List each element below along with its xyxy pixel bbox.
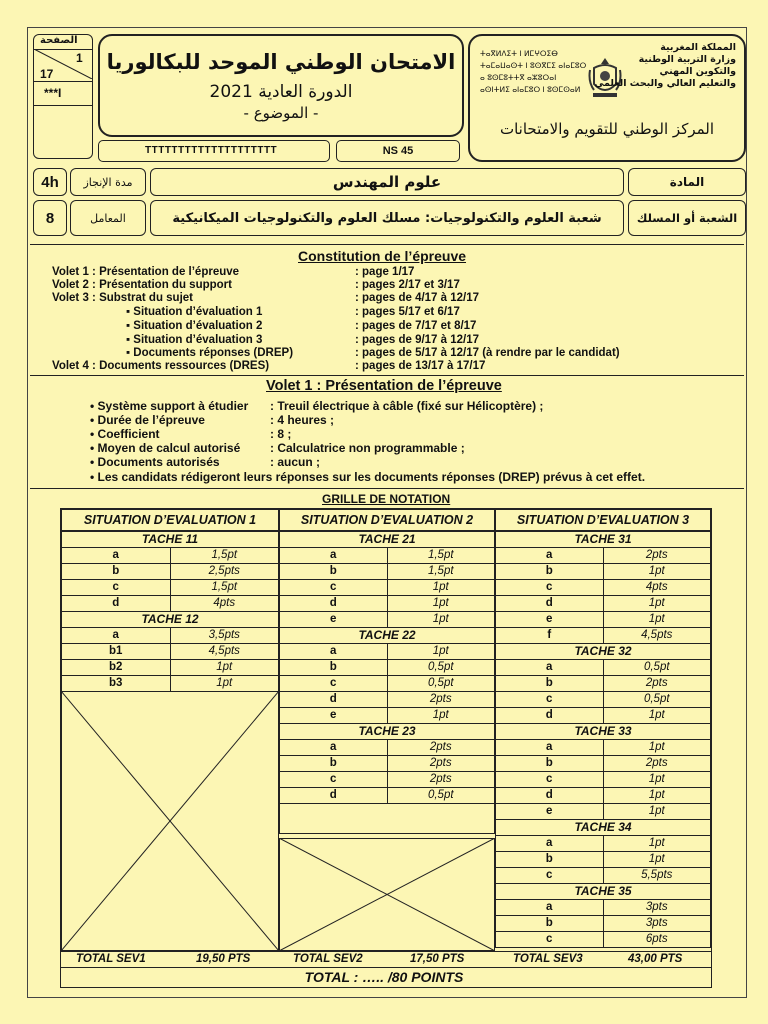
constitution-label: Volet 4 : Documents ressources (DRES)	[52, 360, 270, 372]
page-total-line	[34, 81, 92, 82]
points-value: 3,5pts	[170, 628, 279, 644]
points-value: 2pts	[603, 756, 711, 772]
totals-row-line	[61, 951, 711, 952]
sev1-crossed-area	[61, 691, 279, 951]
constitution-row	[52, 266, 239, 279]
question-label: a	[280, 740, 388, 756]
subject-name: علوم المهندس	[332, 173, 442, 191]
question-label: b	[280, 660, 388, 676]
points-value: 1pt	[170, 660, 279, 676]
question-label: c	[496, 772, 604, 788]
constitution-label: ▪ Situation d’évaluation 1	[126, 306, 263, 318]
table-row	[496, 676, 711, 692]
sev2-header: SITUATION D’EVALUATION 2	[279, 509, 495, 531]
sev1-header: SITUATION D’EVALUATION 1	[61, 509, 279, 531]
points-value: 1pt	[603, 804, 711, 820]
table-row	[496, 852, 711, 868]
table-row	[496, 772, 711, 788]
question-label: b	[496, 756, 604, 772]
question-label: d	[62, 596, 171, 612]
track-box	[150, 200, 624, 236]
question-label: c	[496, 932, 604, 948]
page-total: 17	[40, 67, 54, 81]
constitution-row	[126, 306, 262, 319]
volet1-label: Documents autorisés	[97, 455, 220, 469]
constitution-value: : pages de 9/17 à 12/17	[355, 334, 480, 346]
table-row	[62, 596, 279, 612]
volet1-label: Moyen de calcul autorisé	[97, 441, 241, 455]
constitution-value: : pages de 5/17 à 12/17 (à rendre par le candidat)	[355, 347, 620, 359]
code-bar: TTTTTTTTTTTTTTTTTTTT	[145, 145, 278, 156]
exam-session: الدورة العادية 2021	[209, 82, 353, 102]
page-current: 1	[76, 51, 83, 65]
volet1-item: • Système support à étudier	[90, 399, 249, 413]
question-label: c	[280, 676, 388, 692]
constitution-row	[52, 360, 269, 373]
points-value: 5,5pts	[603, 868, 711, 884]
points-value: 1pt	[387, 708, 495, 724]
question-label: a	[496, 548, 604, 564]
constitution-value: : pages de 7/17 et 8/17	[355, 320, 477, 332]
points-value: 0,5pt	[387, 660, 495, 676]
table-row	[280, 564, 495, 580]
question-label: a	[496, 900, 604, 916]
tache35-header: TACHE 35	[496, 884, 711, 900]
question-label: c	[496, 868, 604, 884]
table-row	[280, 788, 495, 804]
table-row	[496, 916, 711, 932]
question-label: e	[496, 804, 604, 820]
volet1-label: Coefficient	[97, 427, 160, 441]
table-row	[62, 676, 279, 692]
points-value: 2pts	[387, 756, 495, 772]
sev1-total-label: TOTAL SEV1	[76, 953, 146, 965]
question-label: e	[496, 612, 604, 628]
points-value: 1,5pt	[387, 548, 495, 564]
volet1-label: Durée de l’épreuve	[97, 413, 205, 427]
table-row	[280, 804, 495, 834]
sev3-table	[495, 531, 711, 948]
question-label: b1	[62, 644, 171, 660]
points-value: 1pt	[387, 596, 495, 612]
points-value: 6pts	[603, 932, 711, 948]
tifinagh-line: ⵜⴰⴳⵍⴷⵉⵜ ⵏ ⵍⵎⵖⵔⵉⴱ	[480, 49, 558, 58]
points-value: 0,5pt	[603, 692, 711, 708]
subject-label: المادة	[669, 175, 705, 189]
points-value: 2pts	[603, 676, 711, 692]
points-value: 1pt	[603, 596, 711, 612]
constitution-row	[126, 347, 293, 360]
grille-title: GRILLE DE NOTATION	[322, 492, 451, 506]
volet1-label: Système support à étudier	[97, 399, 249, 413]
table-row	[62, 660, 279, 676]
points-value: 2,5pts	[170, 564, 279, 580]
question-label: c	[496, 692, 604, 708]
question-label: b	[62, 564, 171, 580]
table-row	[280, 548, 495, 564]
table-row	[62, 644, 279, 660]
duration-label: مدة الإنجاز	[83, 175, 133, 189]
points-value: 1pt	[603, 852, 711, 868]
institution-box	[468, 34, 746, 162]
constitution-label: Volet 3 : Substrat du sujet	[52, 292, 193, 304]
track-label-box	[628, 200, 746, 236]
coef-label: المعامل	[90, 211, 126, 225]
table-row	[280, 596, 495, 612]
tache33-header: TACHE 33	[496, 724, 711, 740]
exam-code: NS 45	[382, 145, 414, 157]
table-row	[496, 804, 711, 820]
code-bar-box	[98, 140, 330, 162]
table-row	[280, 580, 495, 596]
points-value: 1pt	[603, 772, 711, 788]
tache34-header: TACHE 34	[496, 820, 711, 836]
points-value: 1pt	[603, 740, 711, 756]
constitution-value: : pages 2/17 et 3/17	[355, 279, 460, 291]
constitution-row	[126, 320, 262, 333]
points-value: 3pts	[603, 900, 711, 916]
points-value: 1pt	[170, 676, 279, 692]
volet1-value: : 8 ;	[270, 427, 292, 441]
table-row	[496, 580, 711, 596]
table-row	[496, 564, 711, 580]
table-row	[496, 692, 711, 708]
coef-value: 8	[45, 209, 55, 227]
points-value: 3pts	[603, 916, 711, 932]
grand-total: TOTAL : ….. /80 POINTS	[304, 969, 464, 985]
table-row	[280, 740, 495, 756]
sev2-total-value: 17,50 PTS	[410, 953, 465, 965]
constitution-label: ▪ Documents réponses (DREP)	[126, 347, 294, 359]
table-row	[496, 756, 711, 772]
constitution-value: : pages de 4/17 à 12/17	[355, 292, 480, 304]
points-value: 4,5pts	[603, 628, 711, 644]
points-value: 1pt	[603, 836, 711, 852]
question-label: e	[280, 612, 388, 628]
points-value: 1pt	[387, 644, 495, 660]
volet1-value: : 4 heures ;	[270, 413, 335, 427]
table-row	[496, 836, 711, 852]
question-label: a	[280, 644, 388, 660]
exam-subject-label: - الموضوع -	[243, 104, 319, 122]
points-value: 1,5pt	[170, 548, 279, 564]
sev3-header: SITUATION D’EVALUATION 3	[495, 509, 711, 531]
question-label: b	[496, 852, 604, 868]
constitution-label: ▪ Situation d’évaluation 3	[126, 334, 263, 346]
totals-divider	[61, 967, 711, 968]
points-value: 0,5pt	[387, 788, 495, 804]
sev3-total-label: TOTAL SEV3	[513, 953, 583, 965]
sev2-crossed-area	[279, 838, 495, 951]
points-value: 2pts	[387, 772, 495, 788]
table-row	[496, 708, 711, 724]
volet1-item: • Coefficient	[90, 427, 160, 441]
table-row	[62, 580, 279, 596]
constitution-value: : page 1/17	[355, 266, 415, 278]
question-label: b	[280, 756, 388, 772]
constitution-row	[52, 279, 232, 292]
tache22-header: TACHE 22	[280, 628, 495, 644]
points-value: 1pt	[603, 708, 711, 724]
points-value: 2pts	[387, 740, 495, 756]
sev1-total-value: 19,50 PTS	[196, 953, 251, 965]
tache32-header: TACHE 32	[496, 644, 711, 660]
coef-value-box	[33, 200, 67, 236]
points-value: 1pt	[603, 564, 711, 580]
table-row	[496, 548, 711, 564]
question-label: e	[280, 708, 388, 724]
exam-title-box	[98, 34, 464, 137]
points-value: 1,5pt	[170, 580, 279, 596]
exam-code-box	[336, 140, 460, 162]
question-label: f	[496, 628, 604, 644]
table-row	[280, 692, 495, 708]
table-row	[62, 628, 279, 644]
constitution-row	[52, 292, 193, 305]
table-row	[280, 756, 495, 772]
duration-label-box	[70, 168, 146, 196]
constitution-label: Volet 1 : Présentation de l’épreuve	[52, 266, 240, 278]
stars-line	[34, 105, 92, 106]
tifinagh-block	[480, 48, 586, 96]
question-label: d	[280, 692, 388, 708]
duration-value: 4h	[41, 173, 59, 191]
constitution-row	[126, 334, 262, 347]
question-label: c	[62, 580, 171, 596]
table-row	[496, 740, 711, 756]
table-row	[496, 628, 711, 644]
table-row	[280, 612, 495, 628]
ministry-line: والتكوين المهني	[659, 66, 736, 77]
table-row	[280, 772, 495, 788]
track-label: الشعبة أو المسلك	[636, 211, 738, 225]
constitution-value: : pages de 13/17 à 17/17	[355, 360, 486, 372]
points-value: 4,5pts	[170, 644, 279, 660]
table-row	[280, 676, 495, 692]
question-label: d	[280, 596, 388, 612]
question-label: b3	[62, 676, 171, 692]
tache11-header: TACHE 11	[62, 532, 279, 548]
points-value: 1,5pt	[387, 564, 495, 580]
page-label: الصفحة	[40, 35, 78, 46]
points-value: 1pt	[603, 612, 711, 628]
tache23-header: TACHE 23	[280, 724, 495, 740]
points-value: 2pts	[603, 548, 711, 564]
table-row	[496, 868, 711, 884]
tifinagh-line: ⴰ ⵓⵙⵎⵓⵜⵜⴳ ⴰⵣⵓⵔⴰⵏ	[480, 73, 557, 82]
volet1-item: • Moyen de calcul autorisé	[90, 441, 241, 455]
table-row	[496, 932, 711, 948]
subject-box	[150, 168, 624, 196]
question-label: a	[280, 548, 388, 564]
question-label: d	[280, 788, 388, 804]
volet1-item: • Documents autorisés	[90, 455, 220, 469]
question-label: c	[496, 580, 604, 596]
volet1-title: Volet 1 : Présentation de l’épreuve	[266, 378, 502, 394]
exam-title: الامتحان الوطني الموحد للبكالوريا	[106, 50, 456, 74]
constitution-title: Constitution de l’épreuve	[298, 248, 467, 264]
table-row	[280, 644, 495, 660]
question-label: a	[496, 660, 604, 676]
table-row	[496, 596, 711, 612]
question-label: c	[280, 772, 388, 788]
divider	[30, 488, 744, 489]
question-label: d	[496, 788, 604, 804]
constitution-value: : pages 5/17 et 6/17	[355, 306, 460, 318]
ministry-line: والتعليم العالي والبحث العلمي	[594, 78, 736, 89]
question-label: c	[280, 580, 388, 596]
ministry-block	[594, 42, 736, 90]
constitution-label: Volet 2 : Présentation du support	[52, 279, 232, 291]
tifinagh-line: ⴰⵙⵏⵜⵍⵉ ⴰⵏⴰⵎⵓⵔ ⵏ ⵓⵙⵎⵙⴰⵍ	[480, 85, 581, 94]
question-label: a	[62, 548, 171, 564]
ministry-line: وزارة التربية الوطنية	[638, 54, 736, 65]
sev3-total-value: 43,00 PTS	[628, 953, 683, 965]
volet1-value: : Treuil électrique à câble (fixé sur Hélicoptère) ;	[270, 399, 544, 413]
divider	[30, 375, 744, 376]
sev2-total-label: TOTAL SEV2	[293, 953, 363, 965]
points-value: 1pt	[387, 580, 495, 596]
constitution-label: ▪ Situation d’évaluation 2	[126, 320, 263, 332]
question-label: a	[496, 740, 604, 756]
points-value: 1pt	[603, 788, 711, 804]
tache12-header: TACHE 12	[62, 612, 279, 628]
table-row	[496, 612, 711, 628]
table-row	[62, 564, 279, 580]
volet1-note-text: Les candidats rédigeront leurs réponses sur les documents réponses (DREP) prévus à cet effet.	[97, 470, 646, 484]
question-label: d	[496, 596, 604, 612]
points-value: 1pt	[387, 612, 495, 628]
question-label: b	[496, 676, 604, 692]
question-label: b	[496, 564, 604, 580]
points-value: 4pts	[170, 596, 279, 612]
question-label: a	[496, 836, 604, 852]
question-label: b	[280, 564, 388, 580]
question-label: b	[496, 916, 604, 932]
table-row	[280, 708, 495, 724]
volet1-value: : Calculatrice non programmable ;	[270, 441, 465, 455]
subject-label-box	[628, 168, 746, 196]
track-name: شعبة العلوم والتكنولوجيات: مسلك العلوم والتكنولوجيات الميكانيكية	[172, 210, 602, 226]
ministry-line: المملكة المغربية	[660, 42, 736, 53]
tache21-header: TACHE 21	[280, 532, 495, 548]
divider	[30, 244, 744, 245]
page-number-box	[33, 34, 93, 159]
volet1-note: • Les candidats rédigeront leurs réponses sur les documents réponses (DREP) prévus à cet effet.	[90, 470, 646, 484]
center-name: المركز الوطني للتقويم والامتحانات	[499, 120, 715, 138]
question-label: b2	[62, 660, 171, 676]
points-value: 4pts	[603, 580, 711, 596]
stars-mark: ***I	[44, 86, 62, 100]
sev2-table	[279, 531, 495, 834]
question-label: a	[62, 628, 171, 644]
volet1-value: : aucun ;	[270, 455, 320, 469]
table-row	[62, 548, 279, 564]
table-row	[496, 788, 711, 804]
question-label: d	[496, 708, 604, 724]
tifinagh-line: ⵜⴰⵎⴰⵡⴰⵙⵜ ⵏ ⵓⵙⴳⵎⵉ ⴰⵏⴰⵎⵓⵔ	[480, 61, 587, 70]
points-value: 2pts	[387, 692, 495, 708]
points-value: 0,5pt	[603, 660, 711, 676]
table-row	[496, 660, 711, 676]
table-row	[496, 900, 711, 916]
coef-label-box	[70, 200, 146, 236]
volet1-item: • Durée de l’épreuve	[90, 413, 205, 427]
sev1-table	[61, 531, 279, 692]
table-row	[280, 660, 495, 676]
points-value: 0,5pt	[387, 676, 495, 692]
tache31-header: TACHE 31	[496, 532, 711, 548]
duration-value-box	[33, 168, 67, 196]
